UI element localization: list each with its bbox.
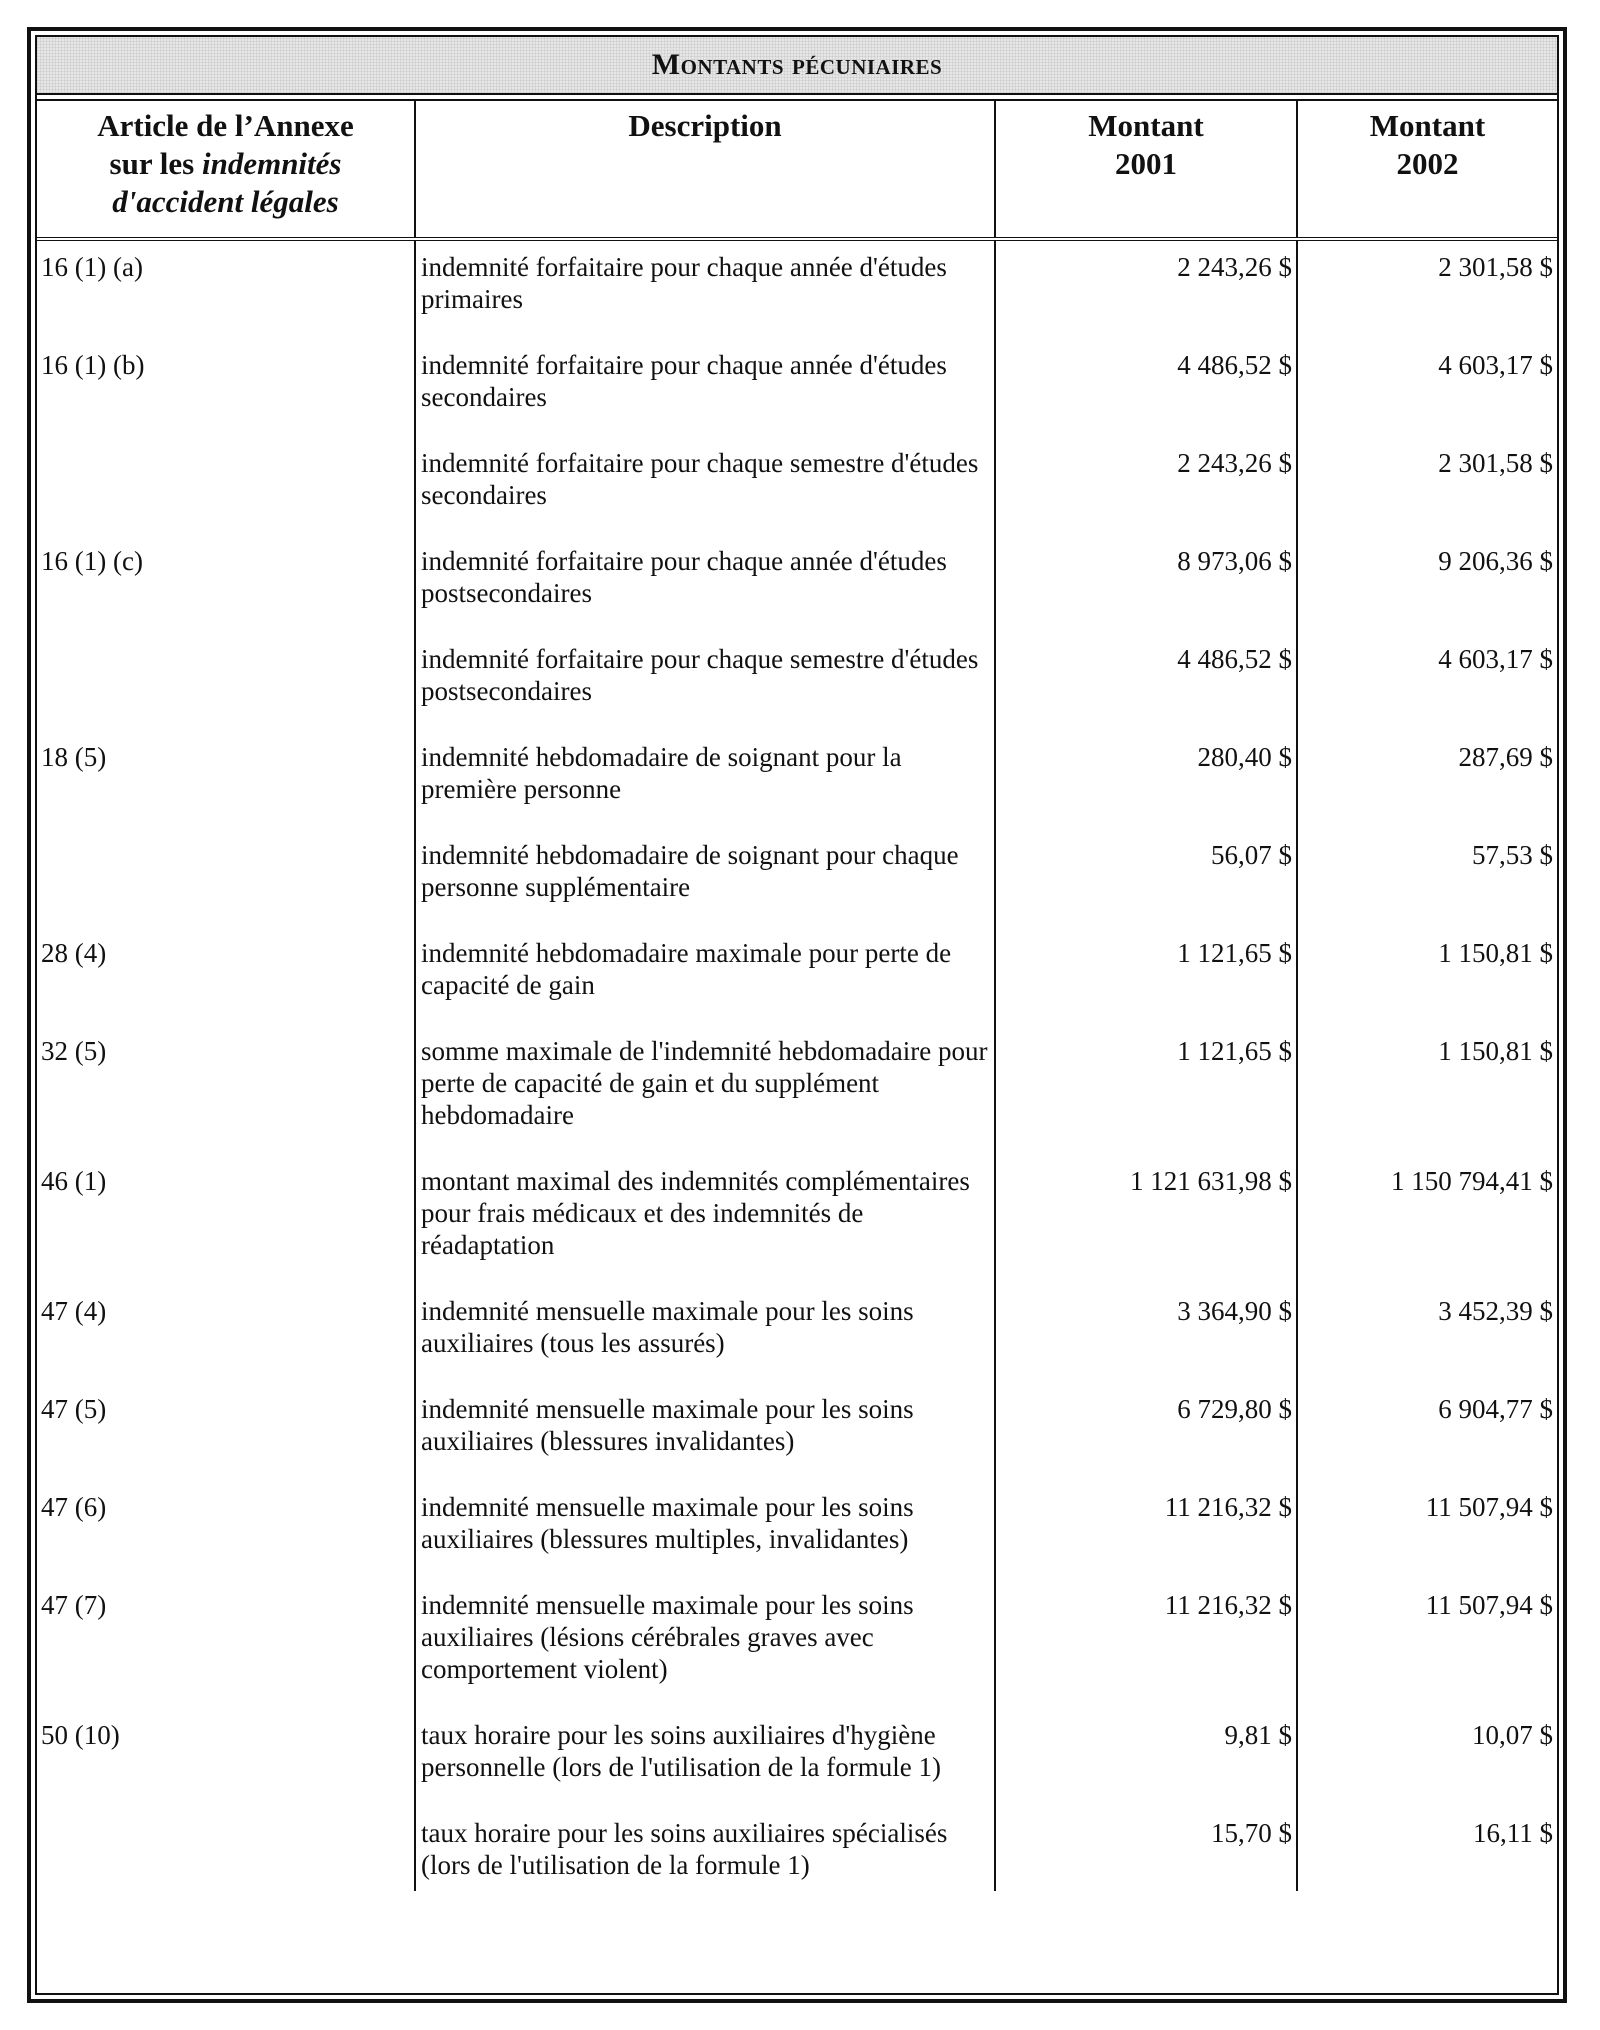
table-row xyxy=(37,643,1557,741)
cell-amount-2001: 1 121 631,98 $ xyxy=(995,1165,1297,1295)
header-row xyxy=(37,101,1557,239)
cell-amount-2001: 1 121,65 $ xyxy=(995,937,1297,1035)
table-row xyxy=(37,1035,1557,1165)
table-row xyxy=(37,839,1557,937)
header-amount-2001-line2: 2001 xyxy=(1115,146,1177,181)
cell-amount-2002: 11 507,94 $ xyxy=(1297,1491,1557,1589)
cell-amount-2002: 1 150,81 $ xyxy=(1297,1035,1557,1165)
header-amount-2002 xyxy=(1297,101,1557,239)
cell-article: 47 (5) xyxy=(41,1394,107,1424)
table-row xyxy=(37,937,1557,1035)
cell-description: somme maximale de l'indemnité hebdomadaire pour perte de capacité de gain et du supplément hebdomadaire xyxy=(415,1035,995,1165)
cell-amount-2002: 11 507,94 $ xyxy=(1297,1589,1557,1719)
cell-description: indemnité mensuelle maximale pour les soins auxiliaires (blessures multiples, invalidantes) xyxy=(415,1491,995,1589)
cell-amount-2001: 56,07 $ xyxy=(995,839,1297,937)
cell-description: taux horaire pour les soins auxiliaires d'hygiène personnelle (lors de l'utilisation de la formule 1) xyxy=(415,1719,995,1817)
cell-description: indemnité mensuelle maximale pour les soins auxiliaires (lésions cérébrales graves avec comportement violent) xyxy=(415,1589,995,1719)
cell-description: indemnité mensuelle maximale pour les soins auxiliaires (blessures invalidantes) xyxy=(415,1393,995,1491)
cell-article xyxy=(37,447,415,545)
header-amount-2002-line2: 2002 xyxy=(1396,146,1459,181)
table-row xyxy=(37,545,1557,643)
cell-amount-2001: 1 121,65 $ xyxy=(995,1035,1297,1165)
cell-amount-2001: 6 729,80 $ xyxy=(995,1393,1297,1491)
cell-description: indemnité hebdomadaire de soignant pour chaque personne supplémentaire xyxy=(415,839,995,937)
cell-amount-2002: 10,07 $ xyxy=(1297,1719,1557,1817)
table-row xyxy=(37,1165,1557,1295)
cell-article: 16 (1) (a) xyxy=(41,252,143,282)
cell-amount-2002: 9 206,36 $ xyxy=(1297,545,1557,643)
cell-amount-2001: 15,70 $ xyxy=(995,1817,1297,1891)
cell-article: 18 (5) xyxy=(41,742,107,772)
cell-description: indemnité forfaitaire pour chaque année d'études postsecondaires xyxy=(415,545,995,643)
cell-amount-2001: 2 243,26 $ xyxy=(995,239,1297,349)
cell-amount-2001: 3 364,90 $ xyxy=(995,1295,1297,1393)
header-amount-2001 xyxy=(995,101,1297,239)
cell-description: indemnité forfaitaire pour chaque année d'études primaires xyxy=(415,239,995,349)
header-article-prefix: sur les xyxy=(109,146,202,181)
table-row xyxy=(37,1393,1557,1491)
cell-amount-2001: 9,81 $ xyxy=(995,1719,1297,1817)
cell-amount-2002: 1 150,81 $ xyxy=(1297,937,1557,1035)
table-title: Montants pécuniaires xyxy=(651,48,943,81)
cell-amount-2002: 1 150 794,41 $ xyxy=(1297,1165,1557,1295)
cell-description: montant maximal des indemnités complémentaires pour frais médicaux et des indemnités de réadaptation xyxy=(415,1165,995,1295)
cell-description: indemnité hebdomadaire de soignant pour la première personne xyxy=(415,741,995,839)
table-row xyxy=(37,1719,1557,1817)
cell-description: indemnité forfaitaire pour chaque semestre d'études secondaires xyxy=(415,447,995,545)
cell-amount-2001: 4 486,52 $ xyxy=(995,643,1297,741)
table-row xyxy=(37,349,1557,447)
cell-amount-2001: 280,40 $ xyxy=(995,741,1297,839)
cell-description: indemnité mensuelle maximale pour les soins auxiliaires (tous les assurés) xyxy=(415,1295,995,1393)
cell-description: taux horaire pour les soins auxiliaires spécialisés (lors de l'utilisation de la formule 1) xyxy=(415,1817,995,1891)
cell-article: 46 (1) xyxy=(41,1166,107,1196)
table-title-bar xyxy=(37,37,1557,95)
cell-amount-2002: 4 603,17 $ xyxy=(1297,643,1557,741)
header-article-italic1: indemnités xyxy=(201,146,342,181)
header-description-label: Description xyxy=(628,108,782,143)
cell-article xyxy=(37,839,415,937)
cell-article: 47 (7) xyxy=(41,1590,107,1620)
cell-amount-2001: 4 486,52 $ xyxy=(995,349,1297,447)
header-article-line3: d'accident légales xyxy=(112,184,339,219)
cell-amount-2002: 4 603,17 $ xyxy=(1297,349,1557,447)
header-amount-2001-line1: Montant xyxy=(1088,108,1204,143)
cell-article: 28 (4) xyxy=(41,938,107,968)
cell-description: indemnité hebdomadaire maximale pour perte de capacité de gain xyxy=(415,937,995,1035)
table-inner-frame xyxy=(35,35,1559,1995)
table-row xyxy=(37,1817,1557,1891)
cell-description: indemnité forfaitaire pour chaque semestre d'études postsecondaires xyxy=(415,643,995,741)
cell-description: indemnité forfaitaire pour chaque année d'études secondaires xyxy=(415,349,995,447)
cell-amount-2001: 2 243,26 $ xyxy=(995,447,1297,545)
header-article-line2 xyxy=(45,145,406,183)
header-article-line1: Article de l’Annexe xyxy=(97,108,354,143)
cell-article: 16 (1) (c) xyxy=(41,546,143,576)
table-row xyxy=(37,1589,1557,1719)
table-frame xyxy=(27,27,1567,2003)
cell-amount-2002: 2 301,58 $ xyxy=(1297,447,1557,545)
cell-article: 47 (6) xyxy=(41,1492,107,1522)
cell-article xyxy=(37,1817,415,1891)
cell-article: 50 (10) xyxy=(41,1720,120,1750)
amounts-table xyxy=(37,101,1557,1891)
cell-article: 32 (5) xyxy=(41,1036,107,1066)
table-row xyxy=(37,1491,1557,1589)
cell-amount-2002: 287,69 $ xyxy=(1297,741,1557,839)
cell-article xyxy=(37,643,415,741)
cell-amount-2002: 3 452,39 $ xyxy=(1297,1295,1557,1393)
table-row xyxy=(37,741,1557,839)
cell-amount-2001: 11 216,32 $ xyxy=(995,1491,1297,1589)
cell-amount-2001: 8 973,06 $ xyxy=(995,545,1297,643)
cell-amount-2002: 2 301,58 $ xyxy=(1297,239,1557,349)
cell-article: 47 (4) xyxy=(41,1296,107,1326)
header-amount-2002-line1: Montant xyxy=(1369,108,1486,143)
header-description xyxy=(415,101,995,239)
table-row xyxy=(37,239,1557,349)
cell-amount-2002: 57,53 $ xyxy=(1297,839,1557,937)
cell-article: 16 (1) (b) xyxy=(41,350,145,380)
cell-amount-2001: 11 216,32 $ xyxy=(995,1589,1297,1719)
cell-amount-2002: 6 904,77 $ xyxy=(1297,1393,1557,1491)
header-article xyxy=(37,101,415,239)
table-row xyxy=(37,447,1557,545)
cell-amount-2002: 16,11 $ xyxy=(1297,1817,1557,1891)
table-row xyxy=(37,1295,1557,1393)
